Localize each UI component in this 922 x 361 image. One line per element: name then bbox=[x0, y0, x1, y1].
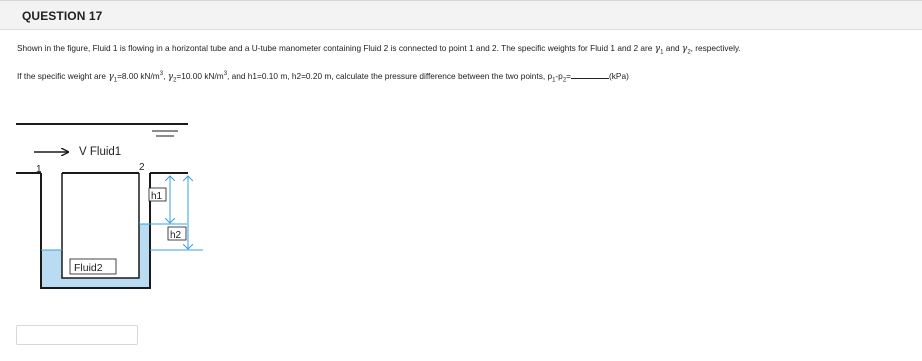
answer-input[interactable] bbox=[16, 325, 138, 345]
point-2-label: 2 bbox=[139, 162, 145, 173]
gamma-symbol: γ bbox=[681, 44, 688, 54]
h1-label: h1 bbox=[151, 191, 163, 202]
p-subscript: 2 bbox=[562, 77, 567, 84]
gamma1-value: =8.00 kN/m bbox=[117, 71, 160, 81]
gamma-subscript: 2 bbox=[173, 77, 177, 84]
unit-text: (kPa) bbox=[609, 71, 629, 81]
gamma2-value: =10.00 kN/m bbox=[176, 71, 224, 81]
p-subscript: 1 bbox=[552, 77, 556, 84]
equals: = bbox=[566, 71, 572, 81]
statement-end: , respectively. bbox=[690, 43, 741, 53]
question-title: QUESTION 17 bbox=[22, 9, 103, 23]
and-text: and bbox=[665, 43, 680, 53]
free-surface-symbol bbox=[152, 131, 178, 136]
separator: , bbox=[163, 71, 166, 81]
minus-p: -p bbox=[555, 71, 563, 81]
gamma-symbol: γ bbox=[654, 44, 661, 54]
statement-text: Shown in the figure, Fluid 1 is flowing in a horizontal tube and a U-tube manometer containing Fluid 2 is connected to point 1 and 2. The specific weights for Fluid 1 and 2 are bbox=[17, 43, 653, 53]
point-1-label: 1 bbox=[36, 164, 42, 175]
gamma-symbol: γ bbox=[167, 72, 174, 82]
gamma-subscript: 2 bbox=[687, 49, 691, 56]
cube-superscript: 3 bbox=[159, 71, 164, 78]
fluid2-label: Fluid2 bbox=[74, 262, 103, 274]
h2-label: h2 bbox=[170, 230, 182, 241]
cube-superscript: 3 bbox=[223, 71, 228, 78]
statement-start: If the specific weight are bbox=[17, 71, 107, 81]
v-fluid1-label: V Fluid1 bbox=[79, 146, 122, 158]
gamma-subscript: 1 bbox=[113, 77, 118, 84]
statement-rest: , and h1=0.10 m, h2=0.20 m, calculate the pressure difference between the two points, p bbox=[227, 71, 553, 81]
gamma-subscript: 1 bbox=[660, 49, 664, 56]
gamma-symbol: γ bbox=[108, 72, 114, 82]
